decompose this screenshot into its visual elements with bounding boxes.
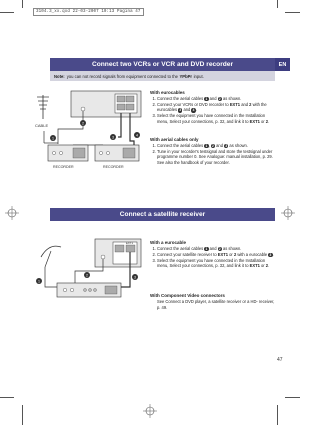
crop-mark	[277, 405, 278, 425]
banner-title: Connect a satellite receiver	[119, 211, 206, 218]
note-bar	[50, 71, 275, 81]
step-item: 3. Select the equipment you have connected in the Installation menu, Select your connections, p. 32, and link it to EXT1 or 2.	[157, 258, 275, 269]
section-banner	[50, 208, 275, 221]
section-text: See Connect a DVD player, a satellite receiver or a HD- receiver, p. 49.	[157, 299, 275, 310]
banner-title: Connect two VCRs or VCR and DVD recorder	[91, 61, 234, 68]
crop-mark	[0, 12, 14, 13]
recorder-label-2: RECORDER	[103, 165, 124, 169]
recorder-2	[95, 145, 139, 161]
callout-badge	[36, 278, 42, 284]
step-item: 2. Connect your VCRs or DVD recorder to EXT1 and 2 with the eurocables 3 and 4.	[157, 102, 275, 113]
note-text: you can not record signals from equipment connected to the	[66, 73, 178, 79]
recorder-label-1: RECORDER	[53, 165, 74, 169]
aerial-section	[150, 137, 275, 166]
note-connector: YPbPr	[179, 73, 193, 79]
satellite-dish-icon	[41, 246, 61, 277]
section-heading: With aerial cables only	[150, 137, 199, 142]
step-item: 1. Connect the aerial cables 1, 2 and 3 as shown.	[157, 143, 275, 148]
registration-mark	[281, 206, 295, 220]
two-recorders-diagram	[33, 89, 145, 175]
crop-mark	[285, 397, 300, 398]
step-item: 1. Connect the aerial cables 1 and 2 as shown.	[157, 246, 275, 251]
callout-badge	[132, 274, 138, 280]
cable-label: CABLE	[35, 123, 49, 128]
ext-label: EXT1	[126, 241, 133, 246]
eurocables-section	[150, 90, 275, 125]
registration-mark	[5, 206, 19, 220]
crop-mark	[22, 405, 23, 425]
callout-badge	[110, 134, 116, 140]
note-label: Note:	[54, 73, 65, 79]
recorder-1	[48, 145, 88, 161]
satellite-receiver-diagram	[35, 237, 145, 312]
svg-text:1: 1	[38, 279, 40, 284]
step-item: 2. Connect your satellite receiver to EXT1 or 2 with a eurocable 3.	[157, 252, 275, 257]
tv-back-panel	[95, 239, 141, 267]
page-number: 47	[277, 357, 283, 363]
satellite-receiver	[57, 283, 121, 297]
tv-antenna-icon	[37, 95, 49, 119]
section-heading: With eurocables	[150, 90, 185, 95]
file-header: 3104.3_xx.qxd 22-03-2007 10:13 Pagina 47	[33, 8, 144, 16]
crop-mark	[0, 397, 14, 398]
svg-text:3: 3	[112, 135, 114, 140]
crop-mark	[277, 0, 278, 8]
svg-text:4: 4	[136, 133, 138, 138]
registration-mark	[143, 404, 157, 418]
sat-component-section	[150, 293, 275, 310]
sat-eurocable-section	[150, 240, 275, 269]
section-banner	[50, 58, 275, 71]
language-tab: EN	[275, 58, 290, 71]
step-item: 2. Tune in your recorder's testsignal and store the testsignal under programme number 0. See Analogue: manual installation, p. 29. See also the handbook of your recorder.	[157, 149, 275, 165]
crop-mark	[22, 0, 23, 8]
svg-text:1: 1	[52, 136, 54, 141]
svg-text:2: 2	[82, 121, 84, 126]
step-item: 3. Select the equipment you have connected in the Installation menu, Select your connections, p. 32, and link it to EXT1 or 2.	[157, 113, 275, 124]
callout-badge	[80, 120, 86, 126]
note-tail: input.	[193, 73, 204, 79]
crop-mark	[285, 12, 300, 13]
svg-text:3: 3	[134, 275, 136, 280]
callout-badge	[134, 132, 140, 138]
section-heading: With a eurocable	[150, 240, 186, 245]
svg-text:2: 2	[86, 273, 88, 278]
callout-badge	[84, 272, 90, 278]
callout-badge	[50, 135, 56, 141]
section-heading: With Component Video connectors	[150, 293, 225, 298]
step-item: 1. Connect the aerial cables 1 and 2 as shown.	[157, 96, 275, 101]
